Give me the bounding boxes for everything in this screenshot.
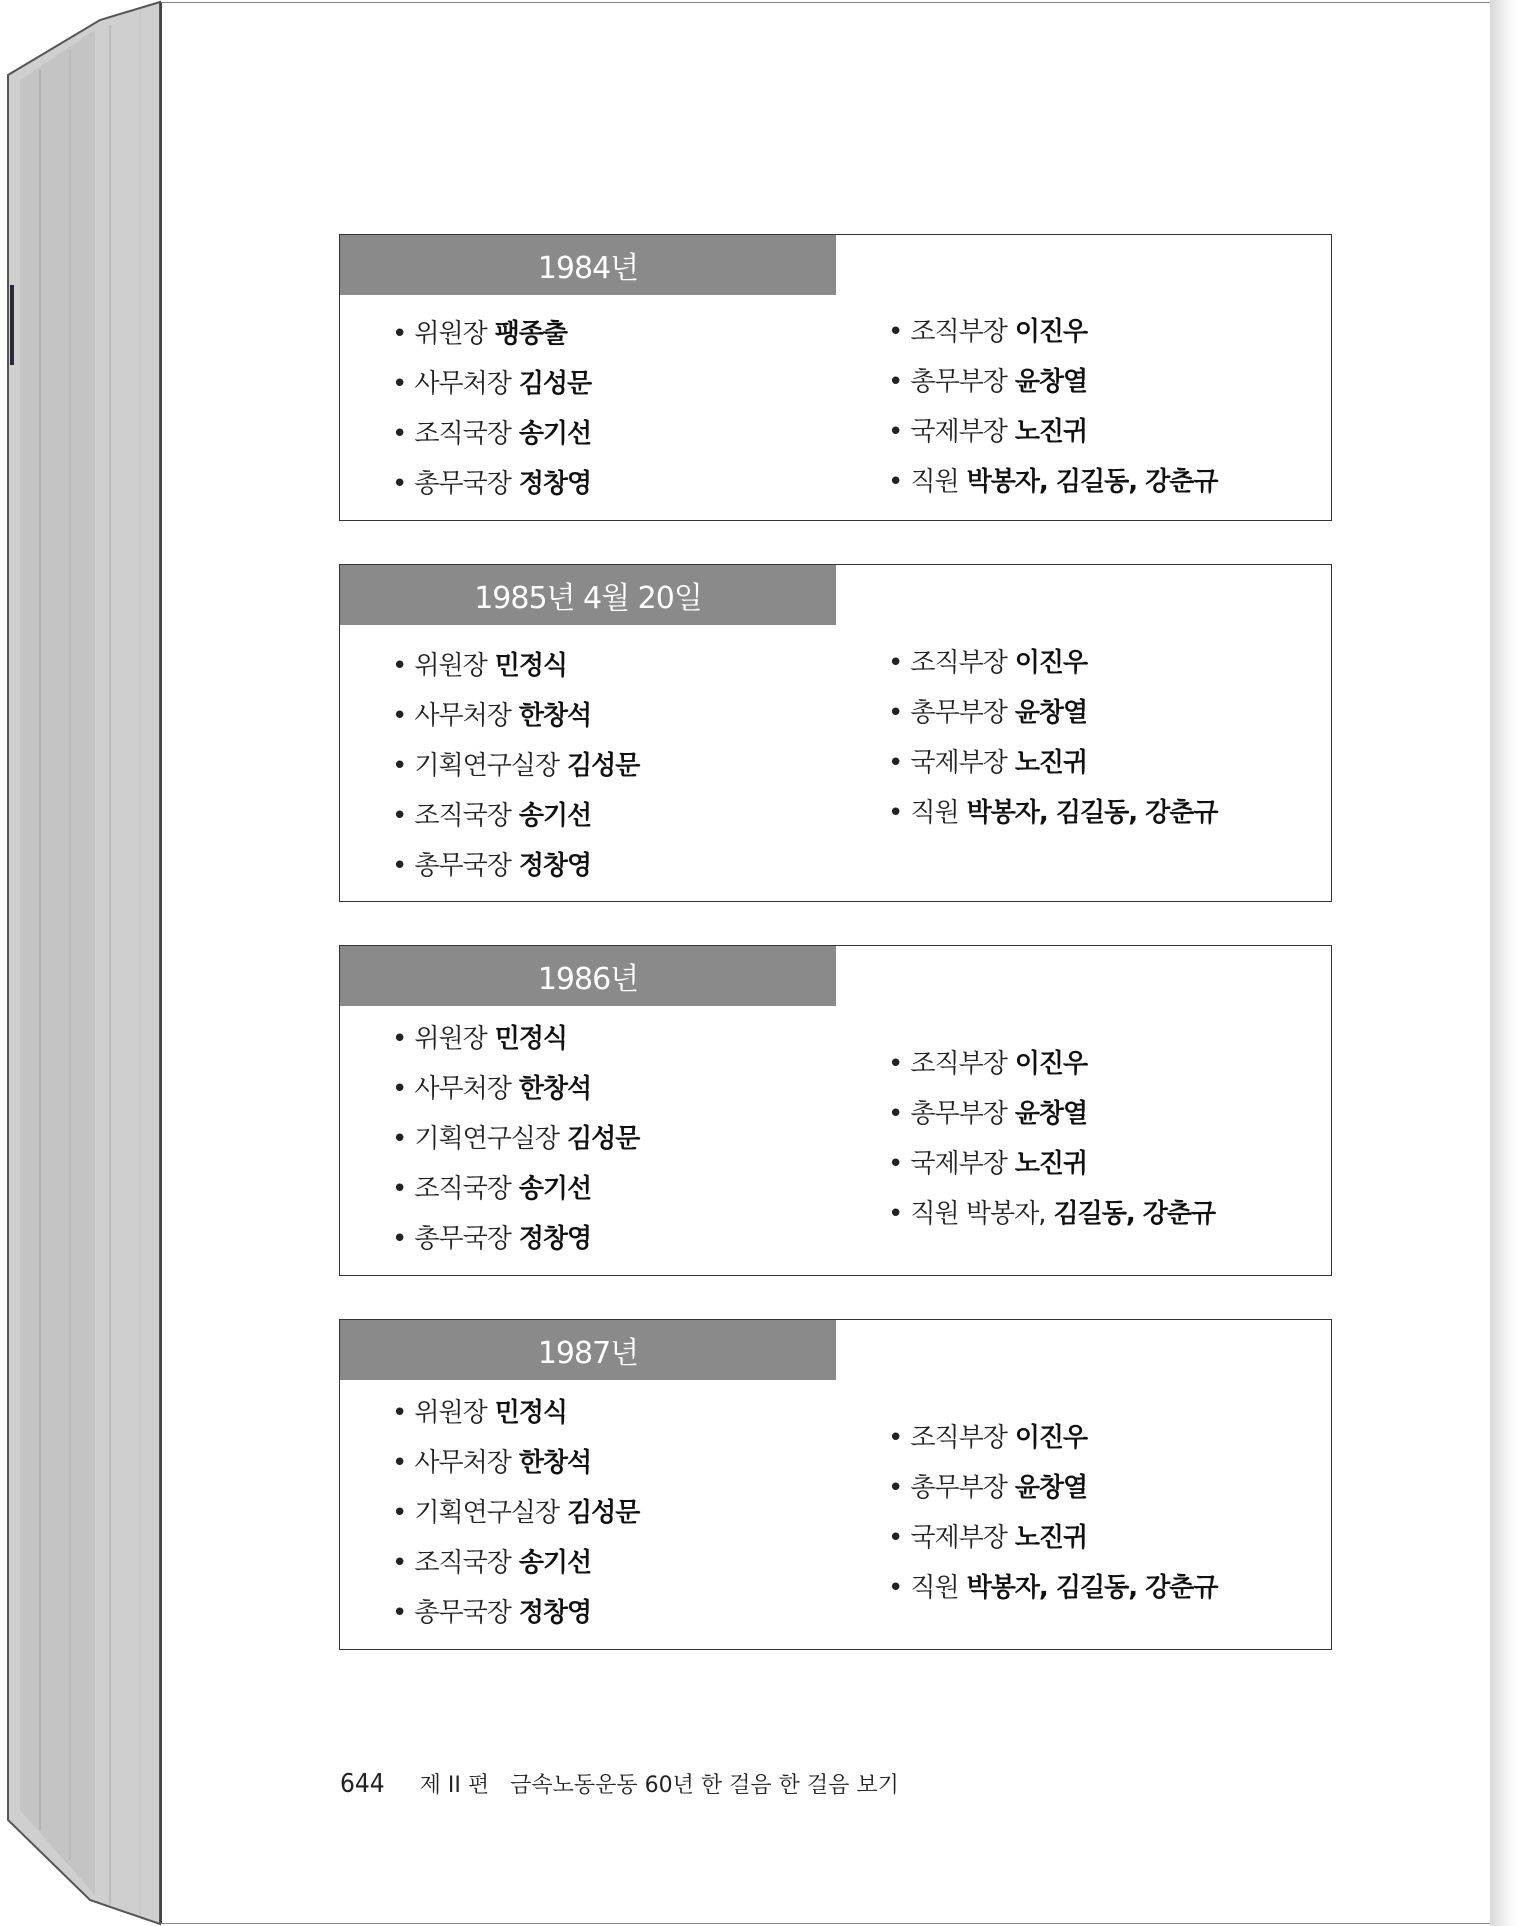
bullet: • bbox=[888, 317, 903, 347]
person-name: 정창영 bbox=[518, 469, 592, 499]
bullet: • bbox=[392, 1174, 407, 1204]
list-item bbox=[392, 1064, 639, 1114]
list-item bbox=[888, 788, 1217, 838]
list-item bbox=[888, 1039, 1215, 1089]
position-title: 국제부장 bbox=[910, 748, 1007, 778]
bullet: • bbox=[392, 701, 407, 731]
person-name: 정창영 bbox=[518, 851, 592, 881]
list-item bbox=[392, 1438, 639, 1488]
position-title: 조직부장 bbox=[910, 1049, 1007, 1079]
panel-1984 bbox=[339, 234, 1332, 521]
left-column bbox=[392, 641, 639, 891]
list-item bbox=[888, 357, 1217, 407]
left-column bbox=[392, 309, 591, 509]
bullet: • bbox=[392, 751, 407, 781]
list-item bbox=[888, 1463, 1217, 1513]
panel-header: 1984년 bbox=[340, 235, 836, 295]
person-name: 김길동, 강춘규 bbox=[1053, 1199, 1216, 1229]
position-title: 사무처장 bbox=[414, 369, 511, 399]
person-name: 노진귀 bbox=[1014, 748, 1088, 778]
position-title: 직원 bbox=[910, 1573, 959, 1603]
bullet: • bbox=[888, 1523, 903, 1553]
right-column bbox=[888, 1039, 1215, 1239]
person-name: 박봉자, 김길동, 강춘규 bbox=[966, 798, 1218, 828]
position-title: 조직국장 bbox=[414, 1548, 511, 1578]
bullet: • bbox=[392, 1074, 407, 1104]
person-name: 이진우 bbox=[1014, 648, 1088, 678]
list-item bbox=[392, 1538, 639, 1588]
bullet: • bbox=[392, 1398, 407, 1428]
bullet: • bbox=[392, 1598, 407, 1628]
list-item bbox=[392, 791, 639, 841]
position-title: 위원장 bbox=[414, 1398, 487, 1428]
bullet: • bbox=[888, 648, 903, 678]
bullet: • bbox=[392, 1224, 407, 1254]
position-title: 사무처장 bbox=[414, 1448, 511, 1478]
list-item bbox=[392, 1014, 639, 1064]
bullet: • bbox=[392, 851, 407, 881]
list-item bbox=[392, 1164, 639, 1214]
person-name: 송기선 bbox=[518, 1174, 592, 1204]
bullet: • bbox=[392, 369, 407, 399]
list-item bbox=[888, 1089, 1215, 1139]
person-name: 팽종출 bbox=[494, 319, 568, 349]
person-name: 민정식 bbox=[494, 1024, 568, 1054]
right-column bbox=[888, 307, 1217, 507]
bullet: • bbox=[888, 1423, 903, 1453]
list-item bbox=[888, 307, 1217, 357]
position-title: 위원장 bbox=[414, 319, 487, 349]
person-name: 윤창열 bbox=[1014, 698, 1088, 728]
panel-1987 bbox=[339, 1319, 1332, 1650]
panel-1985 bbox=[339, 564, 1332, 902]
person-name: 정창영 bbox=[518, 1598, 592, 1628]
person-name: 윤창열 bbox=[1014, 367, 1088, 397]
list-item bbox=[392, 841, 639, 891]
list-item bbox=[392, 359, 591, 409]
position-title: 조직부장 bbox=[910, 1423, 1007, 1453]
bullet: • bbox=[888, 1573, 903, 1603]
book-title: 금속노동운동 60년 한 걸음 한 걸음 보기 bbox=[510, 1773, 899, 1798]
position-title: 총무국장 bbox=[414, 469, 511, 499]
person-name: 김성문 bbox=[567, 1124, 640, 1154]
list-item bbox=[392, 691, 639, 741]
list-item bbox=[392, 1588, 639, 1638]
position-title: 조직부장 bbox=[910, 648, 1007, 678]
book-edge bbox=[0, 0, 170, 1926]
list-item bbox=[888, 738, 1217, 788]
position-title: 직원 박봉자, bbox=[910, 1199, 1046, 1229]
list-item bbox=[888, 1563, 1217, 1613]
panel-header: 1987년 bbox=[340, 1320, 836, 1380]
position-title: 직원 bbox=[910, 798, 959, 828]
bullet: • bbox=[392, 1124, 407, 1154]
bullet: • bbox=[888, 1199, 903, 1229]
bullet: • bbox=[888, 1049, 903, 1079]
list-item bbox=[392, 741, 639, 791]
person-name: 민정식 bbox=[494, 651, 568, 681]
list-item bbox=[888, 688, 1217, 738]
position-title: 기획연구실장 bbox=[414, 751, 560, 781]
bullet: • bbox=[888, 417, 903, 447]
position-title: 총무국장 bbox=[414, 1224, 511, 1254]
position-title: 위원장 bbox=[414, 1024, 487, 1054]
person-name: 송기선 bbox=[518, 1548, 592, 1578]
person-name: 정창영 bbox=[518, 1224, 592, 1254]
person-name: 김성문 bbox=[567, 751, 640, 781]
list-item bbox=[392, 641, 639, 691]
bullet: • bbox=[888, 367, 903, 397]
section-label: 제 II 편 bbox=[419, 1773, 490, 1798]
bullet: • bbox=[888, 1099, 903, 1129]
position-title: 조직국장 bbox=[414, 419, 511, 449]
bullet: • bbox=[888, 467, 903, 497]
person-name: 한창석 bbox=[518, 1074, 592, 1104]
position-title: 총무국장 bbox=[414, 1598, 511, 1628]
list-item bbox=[888, 1513, 1217, 1563]
bullet: • bbox=[392, 1548, 407, 1578]
position-title: 조직국장 bbox=[414, 1174, 511, 1204]
right-column bbox=[888, 638, 1217, 838]
position-title: 위원장 bbox=[414, 651, 487, 681]
person-name: 노진귀 bbox=[1014, 1149, 1088, 1179]
list-item bbox=[392, 1114, 639, 1164]
panel-header: 1985년 4월 20일 bbox=[340, 565, 836, 625]
person-name: 김성문 bbox=[518, 369, 592, 399]
position-title: 총무부장 bbox=[910, 1099, 1007, 1129]
position-title: 총무부장 bbox=[910, 367, 1007, 397]
bullet: • bbox=[888, 748, 903, 778]
position-title: 사무처장 bbox=[414, 701, 511, 731]
person-name: 한창석 bbox=[518, 1448, 592, 1478]
position-title: 직원 bbox=[910, 467, 959, 497]
list-item bbox=[888, 457, 1217, 507]
person-name: 송기선 bbox=[518, 419, 592, 449]
person-name: 윤창열 bbox=[1014, 1473, 1088, 1503]
panel-header: 1986년 bbox=[340, 946, 836, 1006]
person-name: 박봉자, 김길동, 강춘규 bbox=[966, 467, 1218, 497]
list-item bbox=[888, 1413, 1217, 1463]
bullet: • bbox=[392, 651, 407, 681]
person-name: 민정식 bbox=[494, 1398, 568, 1428]
panel-1986 bbox=[339, 945, 1332, 1276]
position-title: 총무국장 bbox=[414, 851, 511, 881]
list-item bbox=[888, 407, 1217, 457]
person-name: 노진귀 bbox=[1014, 417, 1088, 447]
position-title: 국제부장 bbox=[910, 417, 1007, 447]
list-item bbox=[888, 638, 1217, 688]
right-column bbox=[888, 1413, 1217, 1613]
bullet: • bbox=[392, 1448, 407, 1478]
list-item bbox=[392, 409, 591, 459]
person-name: 송기선 bbox=[518, 801, 592, 831]
list-item bbox=[888, 1139, 1215, 1189]
position-title: 국제부장 bbox=[910, 1523, 1007, 1553]
position-title: 총무부장 bbox=[910, 1473, 1007, 1503]
left-column bbox=[392, 1388, 639, 1638]
list-item bbox=[392, 1214, 639, 1264]
position-title: 기획연구실장 bbox=[414, 1498, 560, 1528]
list-item bbox=[888, 1189, 1215, 1239]
person-name: 김성문 bbox=[567, 1498, 640, 1528]
person-name: 이진우 bbox=[1014, 1049, 1088, 1079]
position-title: 총무부장 bbox=[910, 698, 1007, 728]
position-title: 국제부장 bbox=[910, 1149, 1007, 1179]
bullet: • bbox=[392, 319, 407, 349]
position-title: 조직부장 bbox=[910, 317, 1007, 347]
page-number: 644 bbox=[340, 1769, 385, 1799]
list-item bbox=[392, 1488, 639, 1538]
person-name: 한창석 bbox=[518, 701, 592, 731]
bullet: • bbox=[888, 798, 903, 828]
bullet: • bbox=[392, 469, 407, 499]
bullet: • bbox=[888, 698, 903, 728]
person-name: 이진우 bbox=[1014, 317, 1088, 347]
left-column bbox=[392, 1014, 639, 1264]
bullet: • bbox=[392, 419, 407, 449]
person-name: 박봉자, 김길동, 강춘규 bbox=[966, 1573, 1218, 1603]
bullet: • bbox=[392, 801, 407, 831]
bullet: • bbox=[888, 1473, 903, 1503]
position-title: 조직국장 bbox=[414, 801, 511, 831]
person-name: 이진우 bbox=[1014, 1423, 1088, 1453]
list-item bbox=[392, 459, 591, 509]
list-item bbox=[392, 1388, 639, 1438]
position-title: 기획연구실장 bbox=[414, 1124, 560, 1154]
person-name: 윤창열 bbox=[1014, 1099, 1088, 1129]
list-item bbox=[392, 309, 591, 359]
bullet: • bbox=[392, 1498, 407, 1528]
page-edge-shadow bbox=[1490, 0, 1519, 1926]
position-title: 사무처장 bbox=[414, 1074, 511, 1104]
person-name: 노진귀 bbox=[1014, 1523, 1088, 1553]
page-footer bbox=[340, 1768, 899, 1799]
bullet: • bbox=[888, 1149, 903, 1179]
bullet: • bbox=[392, 1024, 407, 1054]
